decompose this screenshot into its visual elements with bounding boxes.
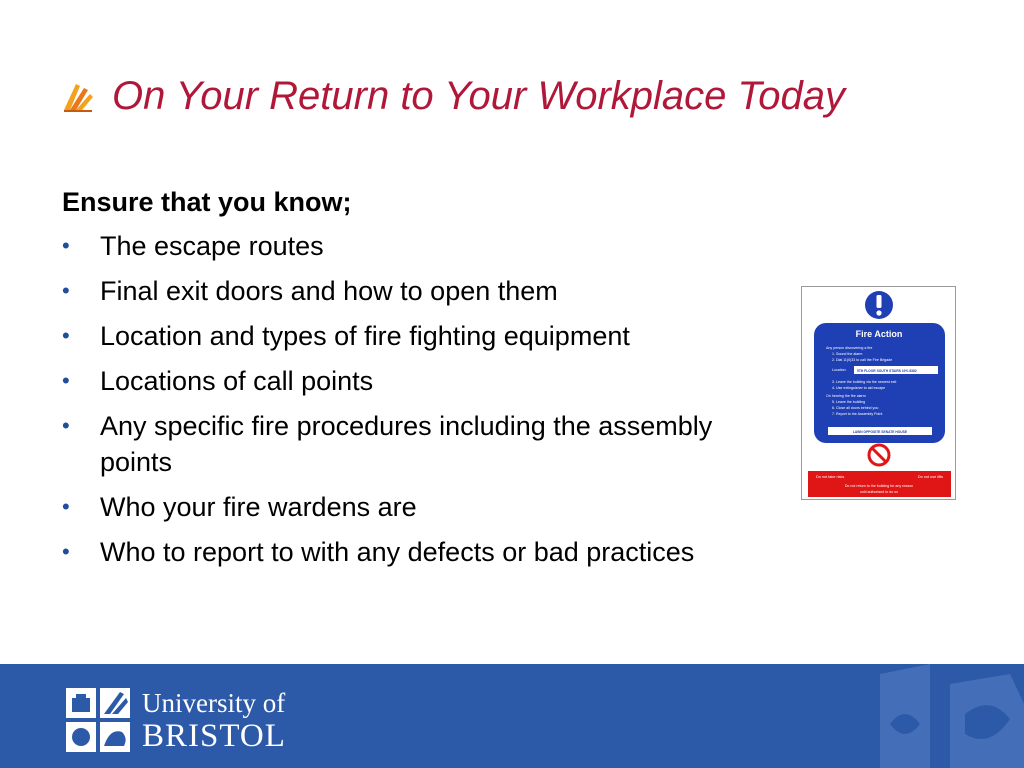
sign-line: 7. Report to the Assembly Point (832, 412, 883, 416)
bullet-icon: • (62, 494, 70, 519)
sign-line: 5TH FLOOR SOUTH STAIRS 10% 8382 (857, 369, 917, 373)
list-item-text: Who your fire wardens are (100, 492, 417, 522)
list-item (62, 534, 730, 570)
sign-line: 3. Leave the building via the nearest exit (832, 380, 897, 384)
list-item-text: The escape routes (100, 231, 324, 261)
sign-line: 2. Dial 11(0)33 to call the Fire Brigade (832, 358, 893, 362)
list-item-text: Any specific fire procedures including the assembly points (100, 411, 713, 477)
bullet-icon: • (62, 323, 70, 348)
sign-line: Location (832, 368, 846, 372)
list-item (62, 489, 782, 525)
list-item-text: Final exit doors and how to open them (100, 276, 558, 306)
university-crest-icon (62, 684, 134, 756)
university-logo-line-1: University of (142, 688, 286, 718)
list-item (62, 408, 730, 480)
list-item (62, 318, 782, 354)
list-item-text: Who to report to with any defects or bad practices (100, 537, 695, 567)
sign-warning-right: Do not use lifts (917, 475, 943, 479)
fire-action-heading: Fire Action (855, 329, 903, 339)
list-item (62, 273, 782, 309)
bristol-bird-icon (62, 80, 96, 114)
list-item (62, 228, 782, 264)
slide-title: On Your Return to Your Workplace Today (112, 74, 846, 118)
bullet-icon: • (62, 233, 70, 258)
sign-warning-bottom-2: until authorised to do so (859, 490, 899, 494)
sign-line: On hearing the fire alarm (826, 394, 866, 398)
sign-line: Any person discovering a fire (826, 346, 873, 350)
sign-warning-left: Do not take risks (816, 475, 845, 479)
sign-line: 4. Use extinguisher to aid escape (832, 386, 886, 390)
list-item-text: Locations of call points (100, 366, 374, 396)
bullet-icon: • (62, 368, 70, 393)
sign-line: LAWN OPPOSITE SENATE HOUSE (852, 430, 908, 434)
intro-text: Ensure that you know; (62, 187, 352, 217)
sign-line: 1. Sound the alarm (832, 352, 863, 356)
bullet-icon: • (62, 278, 70, 303)
list-item (62, 363, 782, 399)
exclamation-icon (865, 291, 893, 319)
fire-action-sign (801, 286, 956, 500)
bullet-icon: • (62, 539, 70, 564)
sign-warning-bottom-1: Do not return to the building for any reason (844, 484, 914, 488)
no-entry-icon (869, 445, 889, 465)
list-item-text: Location and types of fire fighting equipment (100, 321, 630, 351)
university-logo-line-2: BRISTOL (142, 718, 286, 754)
crest-watermark (860, 664, 1024, 768)
bullet-icon: • (62, 413, 70, 438)
bullet-list (62, 228, 782, 579)
sign-line: 6. Close all doors behind you (832, 406, 879, 410)
sign-line: 5. Leave the building (832, 400, 866, 404)
fire-action-sign-graphic (802, 287, 957, 501)
